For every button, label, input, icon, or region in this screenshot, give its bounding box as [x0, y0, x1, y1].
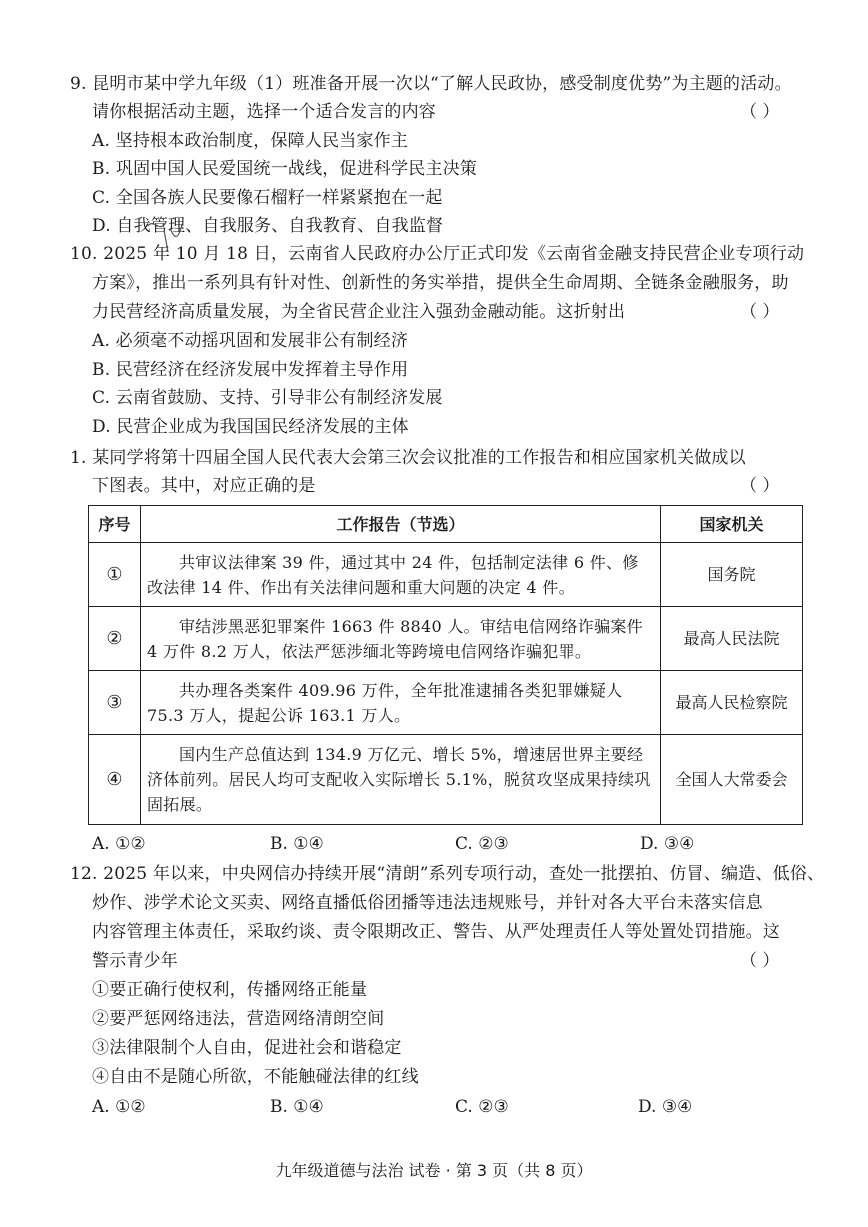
- table-row: [89, 671, 803, 735]
- row-report-text: 国内生产总值达到 134.9 万亿元、增长 5%，增速居世界主要经济体前列。居民人均可支配收入实际增长 5.1%，脱贫攻坚成果持续巩固拓展。: [141, 735, 661, 825]
- q12-statement-3: ③法律限制个人自由，促进社会和谐稳定: [92, 1038, 402, 1058]
- q12-statement-4: ④自由不是随心所欲，不能触碰法律的红线: [92, 1067, 419, 1087]
- q12-stem-line4: 警示青少年: [92, 951, 178, 971]
- header-report: 工作报告（节选）: [141, 506, 661, 543]
- q10-option-c: C. 云南省鼓励、支持、引导非公有制经济发展: [92, 388, 443, 408]
- q12-statement-1: ①要正确行使权利，传播网络正能量: [92, 980, 368, 1000]
- row-report-text: 共办理各类案件 409.96 万件，全年批准逮捕各类犯罪嫌疑人 75.3 万人，提起公诉 163.1 万人。: [141, 671, 661, 735]
- q10-option-a: A. 必须毫不动摇巩固和发展非公有制经济: [92, 331, 409, 351]
- row-report-text: 审结涉黑恶犯罪案件 1663 件 8840 人。审结电信网络诈骗案件 4 万件 8.2 万人，依法严惩涉缅北等跨境电信网络诈骗犯罪。: [141, 607, 661, 671]
- q10-option-d: D. 民营企业成为我国国民经济发展的主体: [92, 417, 409, 437]
- q10-stem-line2: 方案》，推出一系列具有针对性、创新性的务实举措，提供全生命周期、全链条金融服务，助: [92, 273, 789, 293]
- page-footer: 九年级道德与法治 试卷 · 第 3 页（共 8 页）: [275, 1161, 593, 1180]
- table-row: [89, 607, 803, 671]
- row-organ: 国务院: [661, 543, 803, 607]
- table-header-row: [89, 506, 803, 543]
- q10-answer-paren: （ ）: [740, 302, 780, 322]
- header-organ: 国家机关: [661, 506, 803, 543]
- q11-option-b: B. ①④: [270, 834, 324, 854]
- q11-stem-line1: 1. 某同学将第十四届全国人民代表大会第三次会议批准的工作报告和相应国家机关做成以: [70, 448, 746, 468]
- header-number: 序号: [89, 506, 141, 543]
- row-organ: 最高人民检察院: [661, 671, 803, 735]
- q11-option-c: C. ②③: [455, 834, 509, 854]
- q9-stem-line1: 9. 昆明市某中学九年级（1）班准备开展一次以“了解人民政协，感受制度优势”为主题的活动。: [70, 74, 792, 94]
- q12-stem-line3: 内容管理主体责任，采取约谈、责令限期改正、警告、从严处理责任人等处置处罚措施。这: [92, 922, 780, 942]
- q12-statement-2: ②要严惩网络违法，营造网络清朗空间: [92, 1009, 385, 1029]
- q12-option-c: C. ②③: [455, 1097, 509, 1117]
- q12-stem-line2: 炒作、涉学术论文买卖、网络直播低俗团播等违法违规账号，并针对各大平台未落实信息: [92, 893, 763, 913]
- row-report-text: 共审议法律案 39 件，通过其中 24 件，包括制定法律 6 件、修改法律 14 件、作出有关法律问题和重大问题的决定 4 件。: [141, 543, 661, 607]
- q9-option-d: D. 自我管理、自我服务、自我教育、自我监督: [92, 216, 444, 236]
- q10-stem-line1: 10. 2025 年 10 月 18 日，云南省人民政府办公厅正式印发《云南省金融支持民营企业专项行动: [70, 244, 805, 264]
- q9-option-c: C. 全国各族人民要像石榴籽一样紧紧抱在一起: [92, 188, 443, 208]
- q9-option-a: A. 坚持根本政治制度，保障人民当家作主: [92, 131, 409, 151]
- q12-stem-line1: 12. 2025 年以来，中央网信办持续开展“清朗”系列专项行动，查处一批摆拍、仿冒、编造、低俗、: [70, 864, 825, 884]
- q12-option-b: B. ①④: [270, 1097, 324, 1117]
- q11-answer-paren: （ ）: [740, 476, 780, 496]
- q10-option-b: B. 民营经济在经济发展中发挥着主导作用: [92, 360, 409, 380]
- q11-stem-line2: 下图表。其中，对应正确的是: [92, 476, 316, 496]
- table-row: [89, 543, 803, 607]
- q11-option-d: D. ③④: [640, 834, 695, 854]
- q9-option-b: B. 巩固中国人民爱国统一战线，促进科学民主决策: [92, 159, 478, 179]
- table-row: [89, 735, 803, 825]
- work-report-table: [88, 505, 803, 825]
- row-organ: 全国人大常委会: [661, 735, 803, 825]
- row-number: ③: [89, 671, 141, 735]
- q12-option-d: D. ③④: [638, 1097, 693, 1117]
- q12-answer-paren: （ ）: [740, 951, 780, 971]
- q10-stem-line3: 力民营经济高质量发展，为全省民营企业注入强劲金融动能。这折射出: [92, 302, 626, 322]
- row-number: ①: [89, 543, 141, 607]
- row-number: ④: [89, 735, 141, 825]
- q9-stem-line2: 请你根据活动主题，选择一个适合发言的内容: [92, 102, 436, 122]
- q12-option-a: A. ①②: [92, 1097, 146, 1117]
- q9-answer-paren: （ ）: [740, 102, 780, 122]
- q11-option-a: A. ①②: [92, 834, 146, 854]
- row-number: ②: [89, 607, 141, 671]
- row-organ: 最高人民法院: [661, 607, 803, 671]
